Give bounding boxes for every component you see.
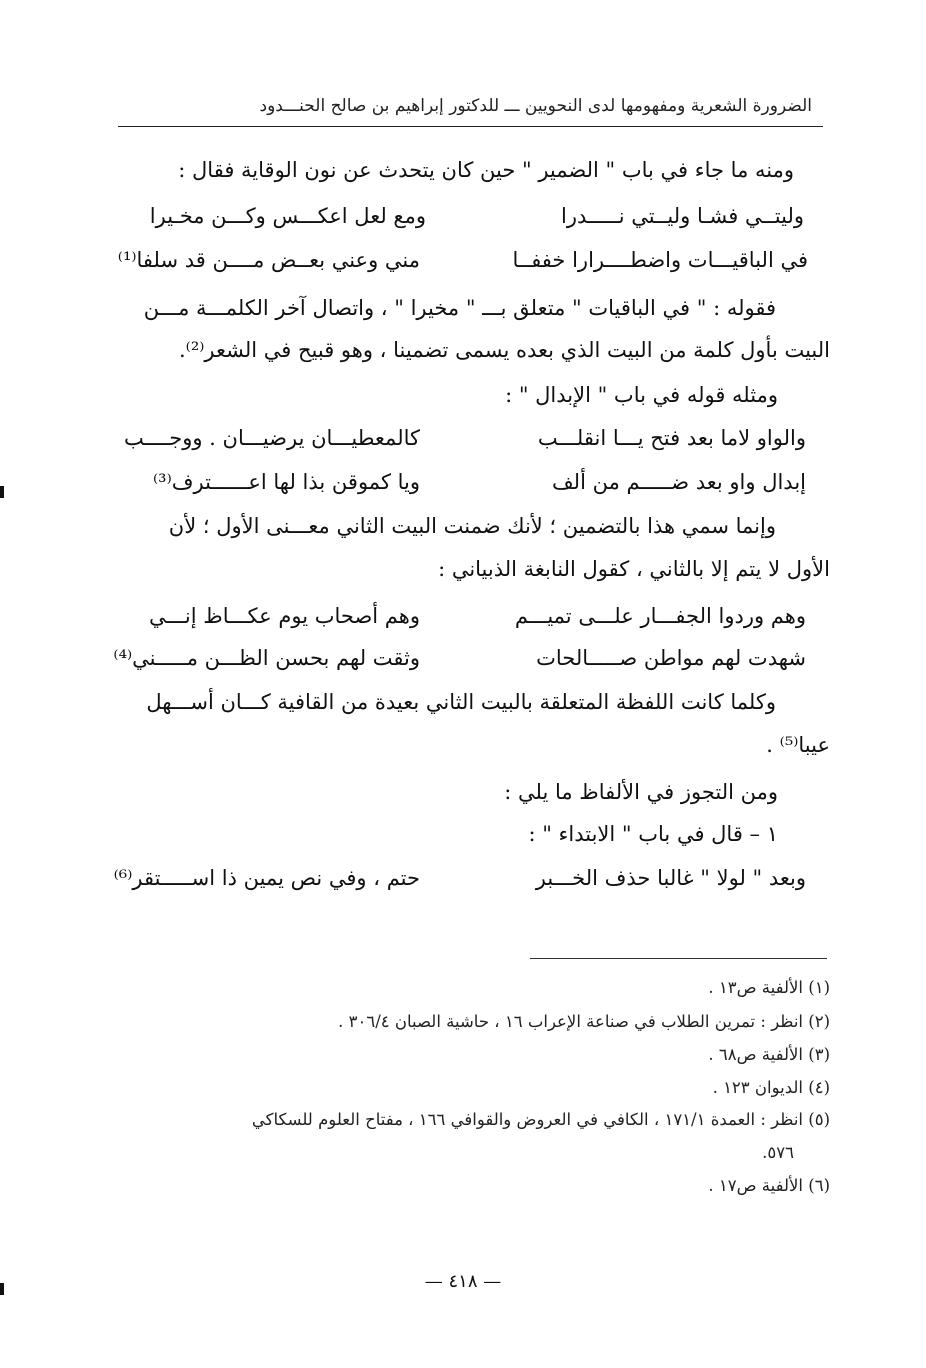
paragraph-line: وإنما سمي هذا بالتضمين ؛ لأنك ضمنت البيت الثاني معـــنى الأول ؛ لأن	[168, 514, 776, 538]
paragraph-line: عيبا⁽⁵⁾ .	[766, 733, 830, 757]
footnote: (٢) انظر : تمرين الطلاب في صناعة الإعراب ١٦ ، حاشية الصبان ٣٠٦/٤ .	[338, 1012, 830, 1031]
verse-hemistich: مني وعني بعــض مــــن قد سلفا⁽¹⁾	[117, 248, 420, 272]
paragraph-line: وكلما كانت اللفظة المتعلقة بالبيت الثاني بعيدة من القافية كـــان أســـهل	[146, 690, 776, 714]
verse-hemistich: وهم وردوا الجفـــار علـــى تميـــم	[514, 604, 806, 628]
verse-hemistich: حتم ، وفي نص يمين ذا اســـــتقر⁽⁶⁾	[113, 866, 420, 890]
footnote: (١) الألفية ص١٣ .	[708, 978, 830, 997]
paragraph-line: ومن التجوز في الألفاظ ما يلي :	[504, 780, 778, 804]
scan-mark	[0, 1283, 4, 1295]
verse-hemistich: وثقت لهم بحسن الظـــن مـــــني⁽⁴⁾	[113, 646, 420, 670]
verse-hemistich: ويا كموقن بذا لها اعــــــترف⁽³⁾	[153, 470, 420, 494]
paragraph-line: ومنه ما جاء في باب " الضمير " حين كان يتحدث عن نون الوقاية فقال :	[178, 158, 794, 182]
footnote: (٦) الألفية ص١٧ .	[708, 1176, 830, 1195]
verse-hemistich: إبدال واو بعد ضـــــم من ألف	[551, 470, 806, 494]
verse-hemistich: وهم أصحاب يوم عكـــاظ إنـــي	[148, 604, 420, 628]
verse-hemistich: ومع لعل اعكـــس وكـــن مخـيرا	[149, 204, 426, 228]
header-rule	[118, 126, 823, 127]
verse-hemistich: وبعد " لولا " غالبا حذف الخـــبر	[535, 866, 806, 890]
page-number: — ٤١٨ —	[424, 1271, 502, 1292]
footnote: (٣) الألفية ص٦٨ .	[708, 1045, 830, 1064]
footnote: (٥) انظر : العمدة ١٧١/١ ، الكافي في العروض والقوافي ١٦٦ ، مفتاح العلوم للسكاكي	[251, 1110, 830, 1129]
running-header: الضرورة الشعرية ومفهومها لدى النحويين ـــ للدكتور إبراهيم بن صالح الحنـــدود	[259, 96, 812, 116]
paragraph-line: الأول لا يتم إلا بالثاني ، كقول النابغة الذبياني :	[438, 557, 830, 581]
paragraph-line: فقوله : " في الباقيات " متعلق بـــ " مخيرا " ، واتصال آخر الكلمـــة مـــن	[143, 296, 776, 320]
verse-hemistich: شهدت لهم مواطن صـــــالحات	[536, 646, 806, 670]
footnote-separator	[530, 958, 827, 959]
verse-hemistich: كالمعطيـــان يرضيـــان . ووجــــب	[124, 426, 420, 450]
verse-hemistich: في الباقيـــات واضطــــرارا خففــا	[512, 248, 808, 272]
paragraph-line: البيت بأول كلمة من البيت الذي بعده يسمى تضمينا ، وهو قبيح في الشعر⁽²⁾.	[178, 338, 830, 362]
footnote: (٤) الديوان ١٢٣ .	[712, 1078, 830, 1097]
paragraph-line: ومثله قوله في باب " الإبدال " :	[505, 383, 778, 407]
footnote-continuation: ٥٧٦.	[762, 1143, 794, 1162]
verse-hemistich: والواو لاما بعد فتح يـــا انقلـــب	[537, 426, 806, 450]
paragraph-line: ١ – قال في باب " الابتداء " :	[528, 822, 778, 846]
scan-mark	[0, 486, 4, 498]
verse-hemistich: وليتــي فشـا وليــتي نـــــدرا	[561, 204, 804, 228]
